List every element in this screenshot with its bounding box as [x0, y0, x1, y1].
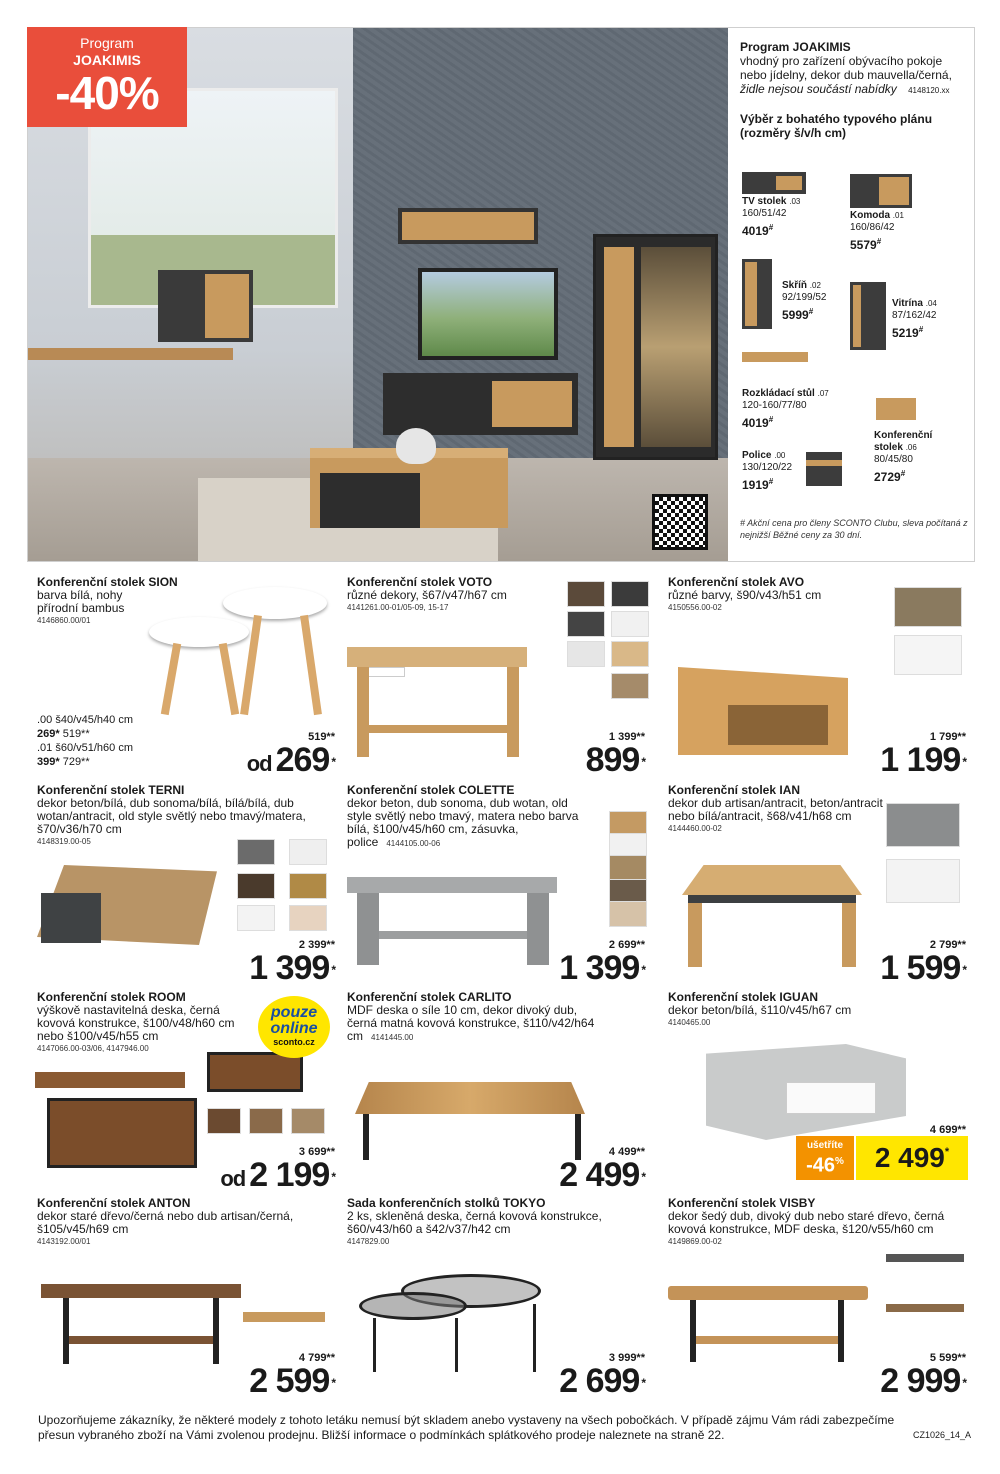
new-price — [880, 743, 966, 777]
product-desc: dekor šedý dub, divoký dub nebo staré dřevo, černá kovová konstrukce, MDF deska, š120/v55/h60 cm — [668, 1209, 945, 1236]
module-name: Konferenční stolek — [874, 430, 933, 453]
new-price — [249, 1364, 335, 1398]
terni-swatch[interactable] — [237, 839, 275, 865]
new-price — [559, 951, 645, 985]
product-desc: 2 ks, skleněná deska, černá kovová konstrukce, š60/v43/h60 a š42/v37/h42 cm — [347, 1209, 602, 1236]
module-mark: # — [768, 223, 774, 232]
price-star: * — [331, 755, 335, 769]
old-price: 4 499** — [608, 1146, 645, 1158]
tokyo-leg — [455, 1318, 458, 1372]
voto-swatch[interactable] — [611, 611, 649, 637]
product-code: 4140465.00 — [668, 1018, 711, 1027]
coffee-table-thumb — [876, 398, 916, 420]
product-code: 4148319.00-05 — [37, 837, 91, 846]
avo-swatch[interactable] — [894, 587, 962, 627]
module-num: .00 — [774, 451, 786, 460]
sion-variant-1: .00 š40/v45/h40 cm — [37, 714, 134, 726]
product-desc — [347, 797, 587, 850]
price-value: 2 199 — [249, 1156, 330, 1194]
product-desc: dekor beton/bílá, š110/v45/h67 cm — [668, 1003, 852, 1017]
product-code: 4147066.00-03/06, 4147946.00 — [37, 1044, 149, 1053]
wardrobe-thumb — [742, 259, 772, 329]
sion-small-top — [149, 617, 249, 647]
price-star: * — [962, 1376, 966, 1390]
module-dims: 130/120/22 — [742, 462, 793, 473]
sion-variants — [37, 713, 133, 769]
module-num: .02 — [809, 281, 821, 290]
new-price — [880, 951, 966, 985]
room-body — [47, 1098, 197, 1168]
sion-variant-1-price: 269* — [37, 728, 60, 740]
product-desc: barva bílá, nohy přírodní bambus — [37, 588, 125, 615]
new-price — [559, 1158, 645, 1192]
visby-leg — [838, 1300, 844, 1362]
new-price — [880, 1364, 966, 1398]
product-desc-text: dekor beton, dub sonoma, dub wotan, old style světlý nebo tmavý, matera nebo barva bílá, š100/v45/h60 cm, zásuvka, police — [347, 796, 579, 849]
price-value: 2 599 — [249, 1362, 330, 1400]
extending-table-thumb — [742, 352, 808, 362]
module-dims: 92/199/52 — [782, 292, 827, 303]
module-dims: 80/45/80 — [874, 454, 913, 465]
hero-footnote: # Akční cena pro členy SCONTO Clubu, sleva počítaná z nejnižší Běžné ceny za 30 dní. — [740, 518, 968, 540]
savings-badge — [796, 1136, 854, 1180]
savings-pct: -46 — [806, 1154, 835, 1177]
sion-large-top — [223, 587, 327, 619]
room-thumb — [207, 1052, 303, 1092]
price-value: 1 199 — [880, 741, 961, 779]
iguan-price — [856, 1136, 968, 1180]
anton-shelf — [69, 1336, 213, 1344]
module-num: .03 — [789, 197, 801, 206]
avo-opening — [728, 705, 828, 745]
tokyo-small-top — [359, 1292, 467, 1320]
product-desc-text: MDF deska o síle 10 cm, dekor divoký dub, černá matná kovová konstrukce, š110/v42/h64 cm — [347, 1003, 595, 1043]
anton-leg — [213, 1298, 219, 1364]
price-value: 269 — [275, 741, 330, 779]
module-shelf — [742, 450, 792, 491]
product-desc: dekor beton/bílá, dub sonoma/bílá, bílá/bílá, dub wotan/antracit, old style světlý nebo tmavý/matera, š70/v36/h70 cm — [37, 796, 306, 836]
room-swatch[interactable] — [249, 1108, 283, 1134]
anton-leg — [63, 1298, 69, 1364]
page-code: CZ1026_14_A — [913, 1430, 972, 1440]
ian-top — [682, 865, 862, 895]
sion-leg — [300, 615, 322, 715]
product-anton[interactable] — [27, 1196, 339, 1400]
voto-swatch[interactable] — [567, 611, 605, 637]
new-price — [559, 1364, 645, 1398]
colette-top — [347, 877, 557, 893]
product-title: Konferenční stolek COLETTE — [347, 783, 515, 797]
ian-leg — [688, 903, 702, 967]
terni-swatch[interactable] — [237, 905, 275, 931]
product-desc: dekor dub artisan/antracit, beton/antracit nebo bílá/antracit, š68/v41/h68 cm — [668, 796, 883, 823]
price-value: 1 599 — [880, 949, 961, 987]
promo-discount: -40% — [55, 67, 159, 119]
hero-info — [740, 40, 970, 140]
photo-dining-table — [28, 348, 233, 360]
hero-desc-italic: židle nejsou součástí nabídky — [740, 82, 897, 96]
new-price — [247, 743, 335, 781]
new-price — [220, 1158, 335, 1196]
price-star: * — [641, 755, 645, 769]
old-price: 3 999** — [608, 1352, 645, 1364]
price-od: od — [220, 1166, 246, 1191]
sion-variant-2: .01 š60/v51/h60 cm — [37, 742, 134, 754]
colette-swatch[interactable] — [609, 855, 647, 881]
module-price: 5219 — [892, 326, 919, 340]
product-colette[interactable] — [337, 783, 649, 987]
sion-leg — [161, 643, 181, 715]
product-title: Sada konferenčních stolků TOKYO — [347, 1196, 546, 1210]
module-price: 1919 — [742, 478, 769, 492]
ian-rim — [688, 895, 856, 903]
module-dims: 120-160/77/80 — [742, 400, 807, 411]
carlito-leg — [363, 1114, 369, 1160]
old-price: 2 699** — [608, 939, 645, 951]
old-price: 4 699** — [929, 1124, 966, 1136]
module-tv-stand — [742, 196, 800, 237]
module-name: Rozkládací stůl — [742, 388, 815, 399]
product-title: Konferenční stolek CARLITO — [347, 990, 512, 1004]
old-price: 1 799** — [929, 731, 966, 743]
hero-title: Program JOAKIMIS — [740, 40, 851, 54]
colette-leg — [357, 893, 379, 965]
photo-display-cabinet — [593, 234, 718, 460]
voto-swatch[interactable] — [611, 641, 649, 667]
ian-swatch[interactable] — [886, 859, 960, 903]
product-desc: dekor staré dřevo/černá nebo dub artisan/černá, š105/v45/h69 cm — [37, 1209, 294, 1236]
price-star: * — [962, 755, 966, 769]
product-title: Konferenční stolek IAN — [668, 783, 801, 797]
price-od: od — [246, 751, 272, 776]
online-badge-line2: online — [270, 1020, 318, 1037]
product-avo[interactable] — [658, 575, 970, 779]
product-carlito[interactable] — [337, 990, 649, 1194]
photo-tv — [418, 268, 558, 360]
price-star: * — [641, 1170, 645, 1184]
hero-selection: Výběr z bohatého typového plánu (rozměry š/v/h cm) — [740, 112, 933, 140]
module-name: Skříň — [782, 280, 808, 291]
product-title: Konferenční stolek SION — [37, 575, 178, 589]
module-mark: # — [918, 325, 924, 334]
new-price — [586, 743, 645, 777]
product-code: 4143192.00/01 — [37, 1237, 91, 1246]
product-code: 4149869.00-02 — [668, 1237, 722, 1246]
new-price — [249, 951, 335, 985]
product-code: 4150556.00-02 — [668, 603, 722, 612]
hero-desc-plain: vhodný pro zařízení obývacího pokoje nebo jídelny, dekor dub mauvella/černá, — [740, 54, 952, 82]
colette-shelf — [379, 931, 527, 939]
anton-top — [41, 1284, 241, 1298]
module-coffee-table — [874, 430, 964, 483]
voto-shelf — [369, 725, 509, 733]
product-code: 4144105.00-06 — [386, 839, 441, 848]
module-mark: # — [900, 469, 906, 478]
product-sion[interactable] — [27, 575, 339, 779]
module-mark: # — [768, 415, 774, 424]
product-code: 4147829.00 — [347, 1237, 390, 1246]
voto-top — [347, 647, 527, 667]
promo-badge — [27, 27, 187, 127]
colette-swatch[interactable] — [609, 901, 647, 927]
visby-variant-thumb — [886, 1254, 964, 1262]
module-mark: # — [808, 307, 814, 316]
product-title: Konferenční stolek VOTO — [347, 575, 493, 589]
price-star: * — [331, 1376, 335, 1390]
price-star: * — [331, 1170, 335, 1184]
product-desc: různé barvy, š90/v43/h51 cm — [668, 588, 822, 602]
room-swatch[interactable] — [291, 1108, 325, 1134]
price-value: 1 399 — [559, 949, 640, 987]
terni-swatch[interactable] — [289, 905, 327, 931]
sion-variant-2-old: 729** — [62, 756, 90, 768]
module-name: TV stolek — [742, 196, 787, 207]
product-ian[interactable] — [658, 783, 970, 987]
anton-variant-thumb — [243, 1312, 325, 1322]
voto-swatch[interactable] — [567, 581, 605, 607]
online-badge-line1: pouze — [270, 1004, 318, 1021]
online-only-badge[interactable] — [258, 996, 330, 1058]
voto-swatch[interactable] — [611, 581, 649, 607]
module-price: 2729 — [874, 470, 901, 484]
old-price: 1 399** — [608, 731, 645, 743]
module-mark: # — [876, 237, 882, 246]
voto-leg — [357, 667, 369, 757]
online-badge-url: sconto.cz — [273, 1037, 315, 1047]
iguan-drawer — [786, 1082, 876, 1114]
voto-swatch[interactable] — [611, 673, 649, 699]
module-name: Komoda — [850, 210, 890, 221]
promo-program: Program — [80, 35, 134, 51]
old-price: 5 599** — [929, 1352, 966, 1364]
voto-leg — [507, 667, 519, 757]
voto-swatch[interactable] — [567, 641, 605, 667]
module-num: .01 — [892, 211, 904, 220]
terni-swatch[interactable] — [289, 873, 327, 899]
product-title: Konferenční stolek VISBY — [668, 1196, 816, 1210]
photo-dresser — [158, 270, 253, 342]
visby-top — [668, 1286, 868, 1300]
product-code: 4146860.00/01 — [37, 616, 91, 625]
price-value: 2 499 — [874, 1142, 945, 1173]
module-num: .04 — [925, 299, 937, 308]
colette-leg — [527, 893, 549, 965]
product-desc: různé dekory, š67/v47/h67 cm — [347, 588, 507, 602]
dresser-thumb — [850, 174, 912, 208]
room-lifted-top — [35, 1072, 185, 1088]
price-value: 2 699 — [559, 1362, 640, 1400]
product-title: Konferenční stolek IGUAN — [668, 990, 819, 1004]
qr-code[interactable] — [652, 494, 708, 550]
product-title: Konferenční stolek AVO — [668, 575, 805, 589]
old-price: 2 799** — [929, 939, 966, 951]
carlito-top — [355, 1082, 585, 1114]
module-wardrobe — [782, 280, 827, 321]
ian-swatch[interactable] — [886, 803, 960, 847]
voto-drawer — [365, 667, 405, 677]
module-price: 5999 — [782, 308, 809, 322]
savings-label: ušetříte — [806, 1140, 844, 1151]
photo-wall-shelf — [398, 208, 538, 244]
product-tokyo[interactable] — [337, 1196, 649, 1400]
price-value: 899 — [585, 741, 640, 779]
price-star: * — [641, 963, 645, 977]
visby-variant-thumb — [886, 1304, 964, 1312]
sion-variant-2-price: 399* — [37, 756, 60, 768]
price-star: * — [944, 1146, 950, 1158]
module-price: 5579 — [850, 238, 877, 252]
carlito-leg — [575, 1114, 581, 1160]
terni-dark-panel — [41, 893, 101, 943]
old-price: 519** — [308, 731, 335, 743]
product-terni[interactable] — [27, 783, 339, 987]
module-dims: 160/86/42 — [850, 222, 895, 233]
photo-vase — [396, 428, 436, 464]
room-swatch[interactable] — [207, 1108, 241, 1134]
module-mark: # — [768, 477, 774, 486]
promo-name: JOAKIMIS — [73, 52, 141, 68]
product-title: Konferenční stolek ROOM — [37, 990, 186, 1004]
module-name: Police — [742, 450, 772, 461]
module-num: .07 — [817, 389, 829, 398]
price-value: 2 999 — [880, 1362, 961, 1400]
price-star: * — [641, 1376, 645, 1390]
product-code: 4141445.00 — [371, 1033, 414, 1042]
module-price: 4019 — [742, 416, 769, 430]
hero-code: 4148120.xx — [908, 86, 950, 95]
module-dims: 87/162/42 — [892, 310, 937, 321]
product-title: Konferenční stolek TERNI — [37, 783, 185, 797]
shelf-thumb — [806, 452, 842, 486]
module-dresser — [850, 210, 904, 251]
sion-leg — [219, 643, 239, 715]
visby-shelf — [696, 1336, 838, 1344]
hero-desc — [740, 54, 970, 98]
sion-variant-1-old: 519** — [62, 728, 90, 740]
product-visby[interactable] — [658, 1196, 970, 1400]
product-desc — [347, 1004, 607, 1044]
tokyo-leg — [533, 1304, 536, 1372]
savings-pct-sign: % — [835, 1156, 844, 1167]
old-price: 2 399** — [298, 939, 335, 951]
price-value: 2 499 — [559, 1156, 640, 1194]
module-extending-table — [742, 388, 829, 429]
tokyo-leg — [373, 1318, 376, 1372]
footer-disclaimer: Upozorňujeme zákazníky, že některé modely z tohoto letáku nemusí být skladem anebo vystaveny na všech pobočkách. V případě zájmu Vám rádi zabezpečíme přesun vybraného zboží na Vámi zvolenou prodejnu. Bližší informace o podmínkách splátkového prodeje naleznete na straně 22. — [38, 1413, 895, 1442]
price-value: 1 399 — [249, 949, 330, 987]
old-price: 4 799** — [298, 1352, 335, 1364]
price-star: * — [331, 963, 335, 977]
product-desc: výškově nastavitelná deska, černá kovová konstrukce, š100/v48/h60 cm nebo š100/v45/h55 cm — [37, 1003, 235, 1043]
tv-stand-thumb — [742, 172, 806, 194]
module-dims: 160/51/42 — [742, 208, 787, 219]
module-num: .06 — [905, 443, 917, 452]
old-price: 3 699** — [298, 1146, 335, 1158]
visby-leg — [690, 1300, 696, 1362]
module-price: 4019 — [742, 224, 769, 238]
price-star: * — [962, 963, 966, 977]
product-code: 4141261.00-01/05-09, 15-17 — [347, 603, 449, 612]
product-title: Konferenční stolek ANTON — [37, 1196, 191, 1210]
terni-swatch[interactable] — [289, 839, 327, 865]
vitrine-thumb — [850, 282, 886, 350]
avo-swatch[interactable] — [894, 635, 962, 675]
photo-tv-stand — [383, 373, 578, 435]
product-voto[interactable] — [337, 575, 649, 779]
module-name: Vitrína — [892, 298, 923, 309]
module-vitrine — [892, 298, 937, 339]
ian-leg — [842, 903, 856, 967]
terni-swatch[interactable] — [237, 873, 275, 899]
product-code: 4144460.00-02 — [668, 824, 722, 833]
